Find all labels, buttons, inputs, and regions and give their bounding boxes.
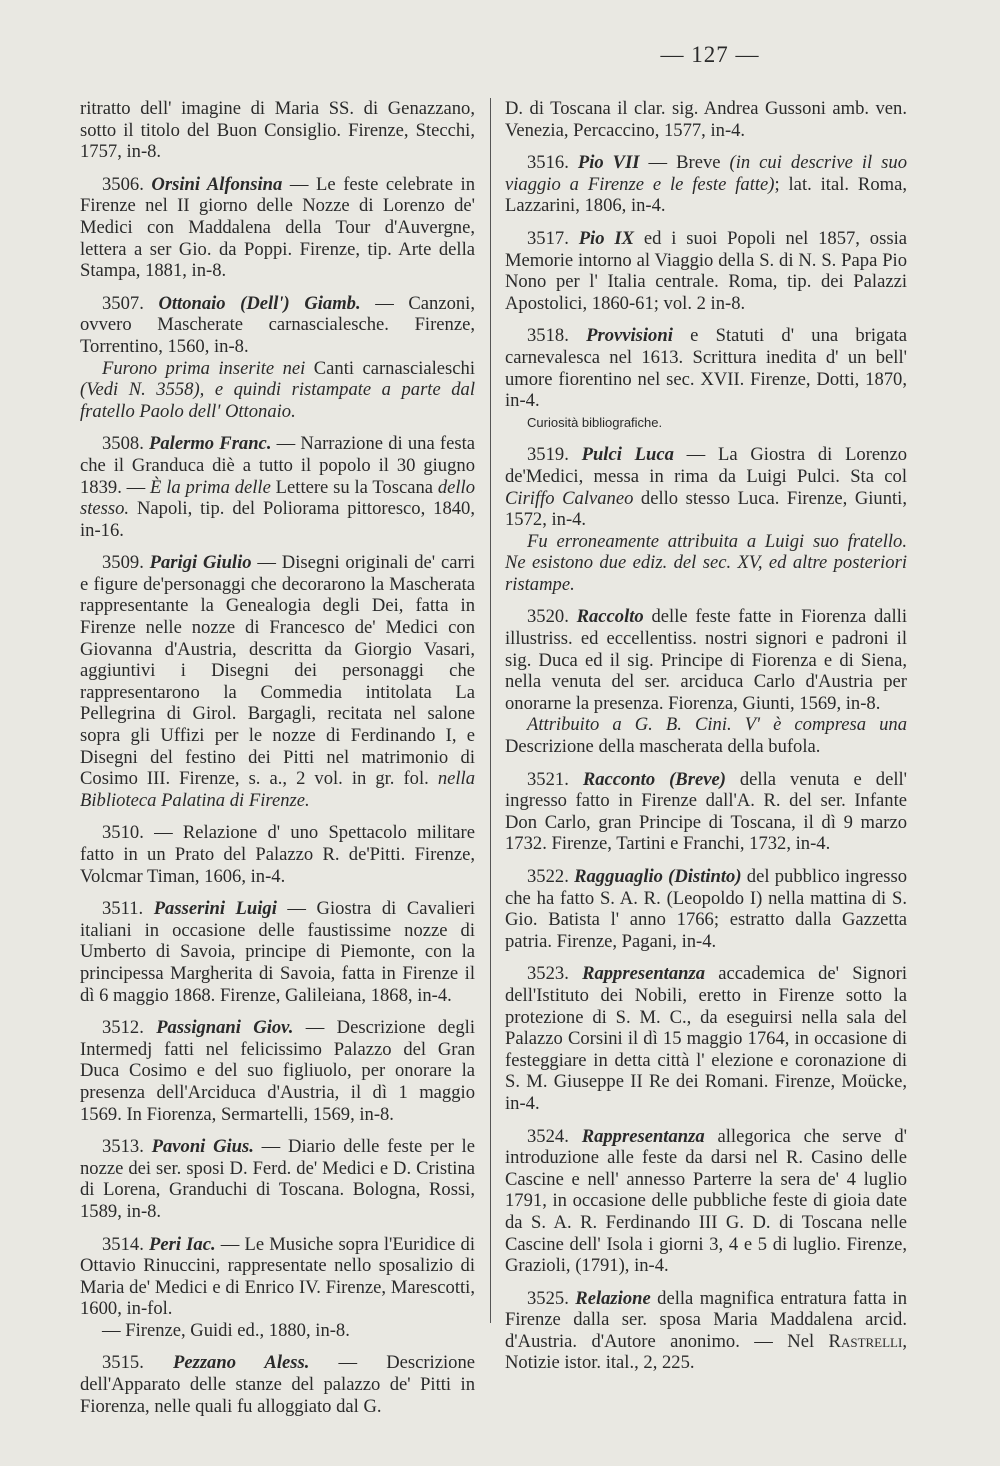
entry-author: Pezzano Aless. <box>172 1352 310 1374</box>
entry-continuation: ritratto dell' imagine di Maria SS. di Genazzano, sotto il titolo del Buon Consiglio. Firenze, Stecchi, 1757, in-8. <box>80 98 475 163</box>
entry-author: Pulci Luca <box>581 444 674 466</box>
entry-3506: 3506. Orsini Alfonsina — Le feste celebrate in Firenze nel II giorno delle Nozze di Lorenzo de' Medici con Maddalena della Tour d'Auvergne, lettera a ser Gio. da Poppi. Firenze, tip. Arte della Stampa, 1881, in-8. <box>80 173 476 282</box>
entry-3510: 3510. — Relazione d' uno Spettacolo militare fatto in un Prato del Palazzo R. de'Pitti. Firenze, Volcmar Timan, 1606, in-4. <box>80 822 475 887</box>
entry-series: Curiosità bibliografiche. <box>527 414 663 430</box>
entry-author: Passignani Giov. <box>156 1017 294 1039</box>
entry-author: Pio IX <box>578 227 635 249</box>
entry-3513: 3513. Pavoni Gius. — Diario delle feste per le nozze dei ser. sposi D. Ferd. de' Medici e D. Cristina di Lorena, Granduchi di Toscana. Bologna, Rossi, 1589, in-8. <box>80 1136 475 1222</box>
entry-author: Parigi Giulio <box>149 552 252 574</box>
entry-note: Attribuito a G. B. Cini. V' è compresa una Descrizione della mascherata della bufola. <box>505 714 907 758</box>
entry-3507: 3507. Ottonaio (Dell') Giamb. — Canzoni, ovvero Mascherate carnascialesche. Firenze, Torrentino, 1560, in-8. Furono prima inserite nei Canti carnascialeschi (Vedi N. 3558), e quindi ristampate a parte dal fratello Paolo dell' Ottonaio. <box>80 292 475 422</box>
entry-subedition: — Firenze, Guidi ed., 1880, in-8. <box>102 1319 350 1341</box>
entry-author: Palermo Franc. <box>149 433 272 455</box>
right-column <box>505 98 907 1385</box>
entry-3522: 3522. Ragguaglio (Distinto) del pubblico ingresso che ha fatto S. A. R. (Leopoldo I) nella mattina di S. Gio. Batista l' anno 1766; estratto dalla Gazzetta patria. Firenze, Pagani, in-4. <box>505 866 908 952</box>
entry-author: Pio VII <box>577 152 640 174</box>
entry-3524: 3524. Rappresentanza allegorica che serve d' introduzione alle feste da darsi nel R. Casino delle Cascine e nell' annesso Parterre la sera de' 4 luglio 1791, in occasione delle pubbliche feste di gioia date da S. A. R. Ferdinando III G. D. di Toscana nelle Cascine dell' Isola i giorni 3, 4 e 5 di luglio. Firenze, Grazioli, (1791), in-4. <box>505 1125 907 1277</box>
entry-3515: 3515. Pezzano Aless. — Descrizione dell'Apparato delle stanze del palazzo de' Pitti in Fiorenza, nelle quali fu alloggiato dal G. <box>80 1352 475 1417</box>
entry-3509: 3509. Parigi Giulio — Disegni originali de' carri e figure de'personaggi che decorarono la Mascherata rappresentante la Genealogia degli Dei, fatta in Firenze nelle nozze di Francesco de' Medici con Giovanna d'Austria, descritta da Giorgio Vasari, aggiuntivi i Disegni dei personaggi che rappresentarono la Commedia intitolata La Pellegrina di Girol. Bargagli, recitata nel salone sopra gli Uffizi per le nozze di Ferdinando I, e Disegni del festino dei Pitti nel matrimonio di Cosimo III. Firenze, s. a., 2 vol. in gr. fol. nella Biblioteca Palatina di Firenze. <box>80 552 475 811</box>
entry-3525: 3525. Relazione della magnifica entratura fatta in Firenze dalla ser. sposa Maria Maddalena arcid. d'Austria. d'Autore anonimo. — Nel Rastrelli, Notizie istor. ital., 2, 225. <box>505 1287 907 1374</box>
column-divider <box>490 98 491 1323</box>
entry-author: Racconto (Breve) <box>582 768 726 790</box>
entry-3508: 3508. Palermo Franc. — Narrazione di una festa che il Granduca diè a tutto il popolo il 30 giugno 1839. — È la prima delle Lettere su la Toscana dello stesso. Napoli, tip. del Poliorama pittoresco, 1840, in-16. <box>80 433 475 541</box>
entry-3512: 3512. Passignani Giov. — Descrizione degli Intermedj fatti nel felicissimo Palazzo del Gran Duca Cosimo e del suo figliuolo, per onorare la presenza dell'Arciduca d'Austria, il dì 1 maggio 1569. In Fiorenza, Sermartelli, 1569, in-8. <box>80 1017 476 1125</box>
entry-author: Ottonaio (Dell') Giamb. <box>158 292 361 314</box>
entry-3516: 3516. Pio VII — Breve (in cui descrive il suo viaggio a Firenze e le feste fatte); lat. ital. Roma, Lazzarini, 1806, in-4. <box>505 152 907 217</box>
entry-author: Relazione <box>575 1287 651 1309</box>
left-column <box>80 98 475 1428</box>
entry-3520: 3520. Raccolto delle feste fatte in Fiorenza dalli illustriss. ed eccellentiss. nostri signori e padroni il sig. Duca ed il sig. Principe di Fiorenza e di Siena, nella venuta del ser. arciduca Carlo d'Austria per onorarne la presenza. Fiorenza, Giunti, 1569, in-8. Attribuito a G. B. Cini. V' è compresa una Descrizione della mascherata della bufola. <box>505 606 907 758</box>
entry-author: Rappresentanza <box>582 963 706 985</box>
entry-note: Fu erroneamente attribuita a Luigi suo fratello. Ne esistono due ediz. del sec. XV, ed altre posteriori ristampe. <box>505 530 907 595</box>
entry-3517: 3517. Pio IX ed i suoi Popoli nel 1857, ossia Memorie intorno al Viaggio della S. di N. S. Papa Pio Nono per l' Italia centrale. Roma, tip. dei Palazzi Apostolici, 1860-61; vol. 2 in-8. <box>505 227 907 314</box>
entry-author: Pavoni Gius. <box>151 1136 254 1158</box>
entry-3514: 3514. Peri Iac. — Le Musiche sopra l'Euridice di Ottavio Rinuccini, rappresentate nello sposalizio di Maria de' Medici e di Enrico IV. Firenze, Marescotti, 1600, in-fol. — Firenze, Guidi ed., 1880, in-8. <box>80 1233 475 1341</box>
entry-3521: 3521. Racconto (Breve) della venuta e dell' ingresso fatto in Firenze dall'A. R. del ser. Infante Don Carlo, gran Principe di Toscana, il dì 9 marzo 1732. Firenze, Tartini e Franchi, 1732, in-4. <box>505 768 908 855</box>
entry-author: Orsini Alfonsina <box>151 173 283 195</box>
entry-author: Ragguaglio (Distinto) <box>574 866 742 887</box>
entry-3519: 3519. Pulci Luca — La Giostra di Lorenzo de'Medici, messa in rima da Luigi Pulci. Sta col Ciriffo Calvaneo dello stesso Luca. Firenze, Giunti, 1572, in-4. Fu erroneamente attribuita a Luigi suo fratello. Ne esistono due ediz. del sec. XV, ed altre posteriori ristampe. <box>505 444 908 595</box>
entry-note: Furono prima inserite nei Canti carnascialeschi (Vedi N. 3558), e quindi ristampate a parte dal fratello Paolo dell' Ottonaio. <box>80 357 475 422</box>
entry-author: Rappresentanza <box>581 1125 705 1147</box>
entry-author: Peri Iac. <box>149 1233 216 1255</box>
entry-3518: 3518. Provvisioni e Statuti d' una brigata carnevalesca nel 1613. Scrittura inedita d' un bell' umore fiorentino nel sec. XVII. Firenze, Dotti, 1870, in-4. Curiosità bibliografiche. <box>505 325 907 433</box>
entry-continuation: D. di Toscana il clar. sig. Andrea Gussoni amb. ven. Venezia, Percaccino, 1577, in-4. <box>505 98 907 141</box>
entry-3523: 3523. Rappresentanza accademica de' Signori dell'Istituto dei Nobili, eretto in Firenze sotto la protezione di S. M. C., da eseguirsi nella sala del Palazzo Corsini il dì 15 maggio 1764, in occasione di festeggiare in detta città l' elezione e coronazione di S. M. Giuseppe II Re dei Romani. Firenze, Moücke, in-4. <box>505 963 907 1114</box>
entry-author: Raccolto <box>576 606 644 628</box>
entry-author: Provvisioni <box>586 325 673 347</box>
entry-author: Passerini Luigi <box>153 898 277 920</box>
page-number: — 127 — <box>660 42 760 67</box>
entry-3511: 3511. Passerini Luigi — Giostra di Cavalieri italiani in occasione delle faustissime nozze di Umberto di Savoia, principe di Piemonte, con la principessa Margherita di Savoia, fatta in Firenze il dì 6 maggio 1868. Firenze, Galileiana, 1868, in-4. <box>80 898 475 1006</box>
